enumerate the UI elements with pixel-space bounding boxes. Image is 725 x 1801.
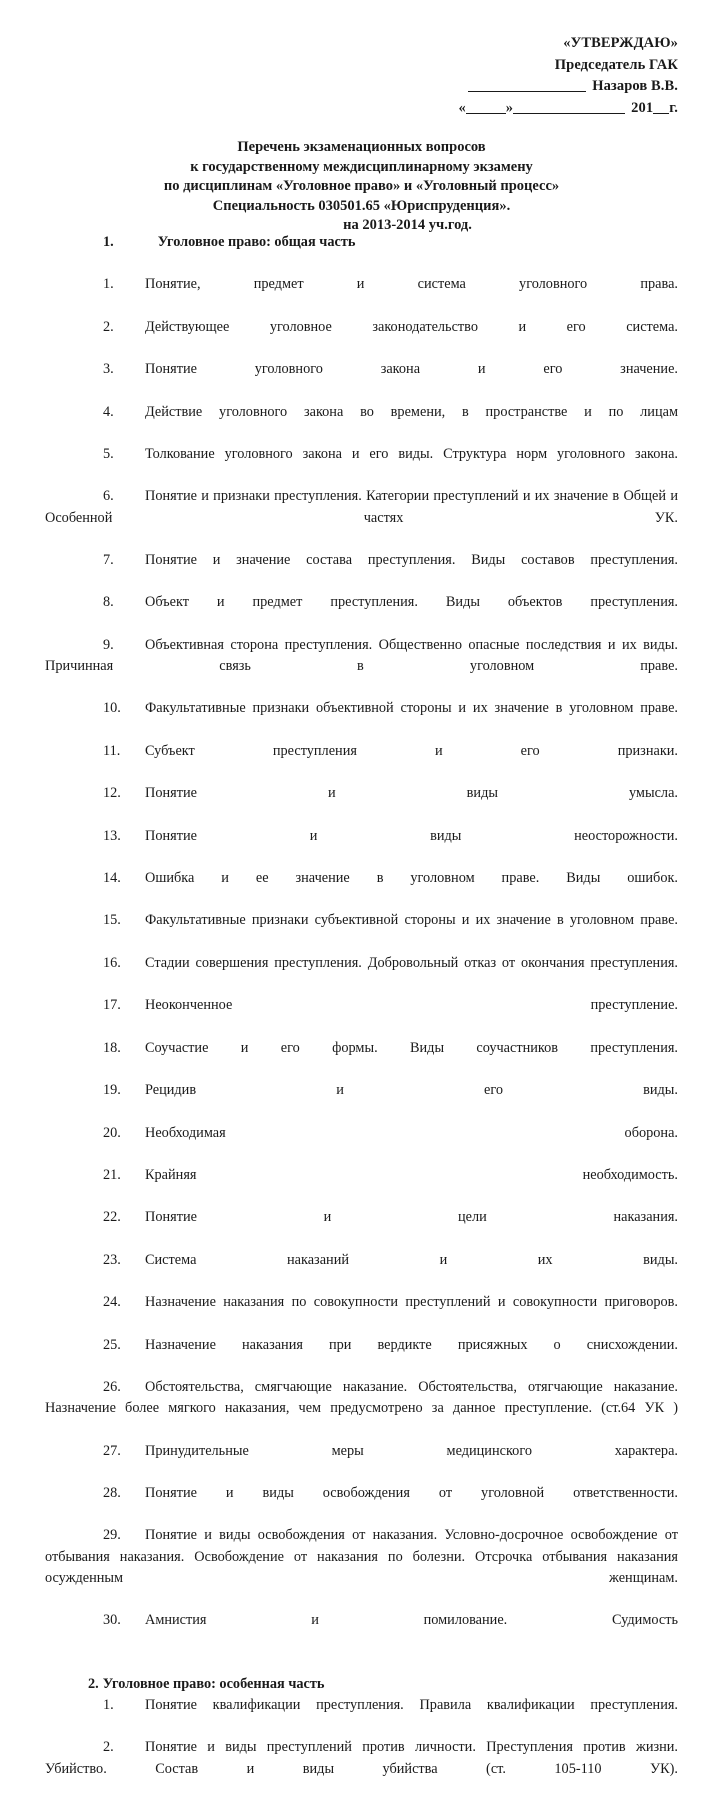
section-2-spacer xyxy=(45,1653,678,1674)
list-item xyxy=(45,1080,678,1122)
item-number: 9. xyxy=(103,636,114,653)
item-text: Стадии совершения преступления. Добровольный отказ от окончания преступления. xyxy=(145,954,678,971)
item-number: 26. xyxy=(103,1378,121,1395)
list-item xyxy=(45,1695,678,1737)
item-number: 8. xyxy=(103,594,114,611)
approval-signature-name: Назаров В.В. xyxy=(592,78,678,94)
date-month-blank-rule xyxy=(513,113,625,114)
item-text: Ошибка и ее значение в уголовном праве. Виды ошибок. xyxy=(145,870,678,887)
section-2-number: 2. xyxy=(88,1675,99,1692)
section-2-items xyxy=(45,1695,678,1801)
title-line-2: к государственному междисциплинарному экзамену xyxy=(190,158,533,175)
date-year-blank-rule xyxy=(653,113,669,114)
date-year-prefix: 201 xyxy=(631,99,654,116)
item-text: Назначение наказания при вердикте присяжных о снисхождении. xyxy=(145,1336,678,1353)
item-number: 28. xyxy=(103,1484,121,1501)
question-list-body xyxy=(45,232,678,1801)
item-text: Назначение наказания по совокупности преступлений и совокупности приговоров. xyxy=(145,1294,678,1311)
list-item xyxy=(45,868,678,910)
item-text: Понятие и виды умысла. xyxy=(145,785,678,802)
item-number: 27. xyxy=(103,1442,121,1459)
section-heading-1 xyxy=(45,232,678,253)
item-text: Принудительные меры медицинского характера. xyxy=(145,1442,678,1459)
section-1-title: Уголовное право: общая часть xyxy=(157,234,356,250)
item-number: 14. xyxy=(103,870,121,887)
item-number: 13. xyxy=(103,827,121,844)
list-item xyxy=(45,953,678,995)
item-number: 19. xyxy=(103,1082,121,1099)
section-heading-2 xyxy=(45,1674,678,1695)
section-1-items xyxy=(45,274,678,1652)
item-text: Неоконченное преступление. xyxy=(145,997,678,1014)
list-item xyxy=(45,317,678,359)
title-line-5: на 2013-2014 уч.год. xyxy=(343,217,472,233)
list-item xyxy=(45,635,678,699)
title-line-3: по дисциплинам «Уголовное право» и «Уголовный процесс» xyxy=(163,178,560,194)
item-text: Понятие и цели наказания. xyxy=(145,1209,678,1226)
list-item xyxy=(45,1483,678,1525)
item-text: Система наказаний и их виды. xyxy=(145,1251,678,1268)
item-text: Амнистия и помилование. Судимость xyxy=(145,1612,678,1629)
list-item xyxy=(45,1207,678,1249)
date-day-blank-rule xyxy=(466,113,506,114)
item-text: Понятие и виды преступлений против личности. Преступления против жизни. Убийство. Состав и виды убийства (ст. 105-110 УК). xyxy=(45,1739,678,1777)
item-number: 2. xyxy=(103,318,114,335)
item-number: 17. xyxy=(103,997,121,1014)
list-item xyxy=(45,1610,678,1652)
list-item xyxy=(45,741,678,783)
item-text: Понятие и признаки преступления. Категории преступлений и их значение в Общей и Особенной частях УК. xyxy=(45,488,678,526)
list-item xyxy=(45,1250,678,1292)
item-number: 29. xyxy=(103,1527,121,1544)
item-number: 7. xyxy=(103,552,114,569)
list-item xyxy=(45,1441,678,1483)
title-line-4: Специальность 030501.65 «Юриспруденция». xyxy=(212,197,511,214)
approval-chairman-title: Председатель ГАК xyxy=(554,56,678,73)
item-number: 25. xyxy=(103,1336,121,1353)
item-number: 20. xyxy=(103,1124,121,1141)
item-text: Обстоятельства, смягчающие наказание. Обстоятельства, отягчающие наказание. Назначение более мягкого наказания, чем предусмотрено за данное преступление. (ст.64 УК ) xyxy=(45,1378,678,1417)
item-text: Понятие, предмет и система уголовного права. xyxy=(145,276,678,293)
item-text: Понятие и виды неосторожности. xyxy=(145,827,678,844)
item-number: 30. xyxy=(103,1612,121,1629)
item-number: 23. xyxy=(103,1251,121,1268)
section-1-spacer xyxy=(45,253,678,274)
item-number: 15. xyxy=(103,912,121,929)
item-text: Факультативные признаки объективной стороны и их значение в уголовном праве. xyxy=(145,700,678,717)
item-text: Объективная сторона преступления. Общественно опасные последствия и их виды. Причинная связь в уголовном праве. xyxy=(45,636,678,675)
approval-date-line xyxy=(380,98,678,120)
item-number: 4. xyxy=(103,403,114,420)
list-item xyxy=(45,486,678,550)
section-1-number: 1. xyxy=(103,234,114,250)
list-item xyxy=(45,444,678,486)
list-item xyxy=(45,1123,678,1165)
list-item xyxy=(45,1737,678,1801)
list-item xyxy=(45,783,678,825)
item-number: 1. xyxy=(103,1696,114,1713)
item-text: Факультативные признаки субъективной стороны и их значение в уголовном праве. xyxy=(145,912,678,929)
list-item xyxy=(45,698,678,740)
item-number: 2. xyxy=(103,1739,114,1756)
item-text: Понятие уголовного закона и его значение. xyxy=(145,361,678,378)
item-number: 21. xyxy=(103,1166,121,1183)
item-text: Субъект преступления и его признаки. xyxy=(145,742,678,759)
list-item xyxy=(45,910,678,952)
item-number: 18. xyxy=(103,1039,121,1056)
item-text: Объект и предмет преступления. Виды объектов преступления. xyxy=(145,594,678,611)
item-number: 11. xyxy=(103,742,121,759)
item-number: 6. xyxy=(103,488,114,505)
item-number: 24. xyxy=(103,1294,121,1311)
item-text: Крайняя необходимость. xyxy=(145,1166,678,1183)
list-item xyxy=(45,1525,678,1610)
list-item xyxy=(45,402,678,444)
date-year-suffix: г. xyxy=(669,99,678,116)
list-item xyxy=(45,1377,678,1441)
list-item xyxy=(45,1335,678,1377)
item-text: Необходимая оборона. xyxy=(145,1124,678,1141)
item-number: 16. xyxy=(103,954,121,971)
approval-block xyxy=(380,33,678,119)
list-item xyxy=(45,550,678,592)
signature-blank-rule xyxy=(468,91,586,92)
date-quote-close: » xyxy=(505,99,514,116)
list-item xyxy=(45,995,678,1037)
item-text: Понятие и значение состава преступления. Виды составов преступления. xyxy=(145,552,678,569)
list-item xyxy=(45,592,678,634)
item-number: 22. xyxy=(103,1209,121,1226)
list-item xyxy=(45,826,678,868)
item-number: 10. xyxy=(103,700,121,717)
item-number: 1. xyxy=(103,276,114,293)
item-number: 5. xyxy=(103,446,114,463)
list-item xyxy=(45,359,678,401)
item-number: 12. xyxy=(103,785,121,802)
list-item xyxy=(45,1165,678,1207)
item-text: Рецидив и его виды. xyxy=(145,1082,678,1099)
item-text: Соучастие и его формы. Виды соучастников преступления. xyxy=(145,1039,678,1056)
approval-utverzhdayu: «УТВЕРЖДАЮ» xyxy=(563,35,678,51)
list-item xyxy=(45,1038,678,1080)
approval-signature-line xyxy=(380,76,678,98)
item-text: Понятие квалификации преступления. Правила квалификации преступления. xyxy=(145,1696,678,1713)
item-number: 3. xyxy=(103,361,114,378)
list-item xyxy=(45,1292,678,1334)
title-line-1: Перечень экзаменационных вопросов xyxy=(237,139,486,155)
item-text: Понятие и виды освобождения от уголовной ответственности. xyxy=(145,1484,678,1501)
page-title xyxy=(45,138,678,236)
item-text: Толкование уголовного закона и его виды. Структура норм уголовного закона. xyxy=(145,446,678,463)
item-text: Действие уголовного закона во времени, в пространстве и по лицам xyxy=(145,403,678,420)
list-item xyxy=(45,274,678,316)
date-quote-open: « xyxy=(458,99,466,116)
item-text: Действующее уголовное законодательство и его система. xyxy=(145,318,678,335)
section-2-title: Уголовное право: особенная часть xyxy=(102,1675,325,1692)
item-text: Понятие и виды освобождения от наказания. Условно-досрочное освобождение от отбывания наказания. Освобождение от наказания по болезни. Отсрочка отбывания наказания осужденным женщинам. xyxy=(45,1527,678,1586)
